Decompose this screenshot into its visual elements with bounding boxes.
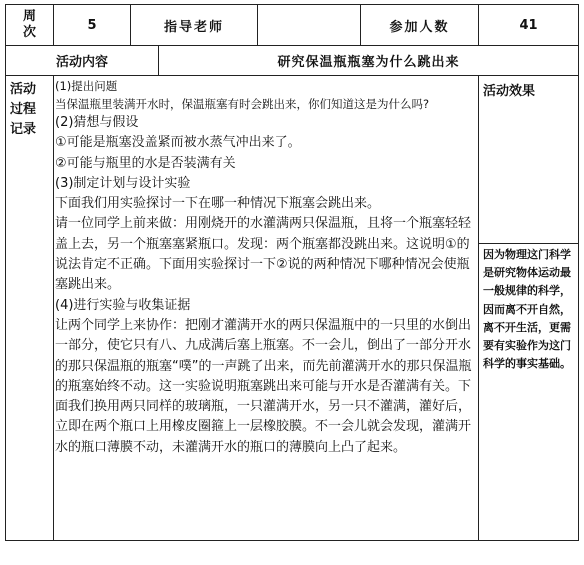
participants-label: 参加人数 (389, 19, 450, 35)
week-label-bottom: 次 (22, 25, 36, 40)
effect-label: 活动效果 (483, 84, 536, 99)
teacher-label: 指导老师 (163, 19, 224, 35)
record-content (55, 77, 473, 458)
content-label: 活动内容 (55, 55, 108, 70)
record-paragraph: ②可能与瓶里的水是否装满有关 (55, 155, 236, 171)
week-label (6, 5, 53, 45)
record-paragraph: (3)制定计划与设计实验 (55, 175, 191, 191)
record-label-line: 记录 (10, 122, 37, 137)
record-paragraph: (2)猜想与假设 (55, 115, 139, 130)
record-paragraph: (4)进行实验与收集证据 (55, 297, 191, 313)
activity-title: 研究保温瓶瓶塞为什么跳出来 (277, 55, 460, 70)
record-paragraph: (1)提出问题 (55, 79, 118, 93)
record-label-line: 活动 (10, 82, 37, 97)
record-paragraph: 请一位同学上前来做：用刚烧开的水灌满两只保温瓶，且将一个瓶塞轻轻盖上去，另一个瓶塞塞紧瓶口。发现：两个瓶塞都没跳出来。这说明①的说法肯定不正确。下面用实验探讨一下②说的两种情况下哪种情况会使瓶塞跳出来。 (55, 216, 472, 293)
record-paragraph: 让两个同学上来协作：把刚才灌满开水的两只保温瓶中的一只里的水倒出一部分，使它只有八、九成满后塞上瓶塞。不一会儿，倒出了一部分开水的那只保温瓶的瓶塞“噗”的一声跳了出来，而先前灌满开水的那只保温瓶的瓶塞始终不动。这一实验说明瓶塞跳出来可能与开水是否灌满有关。下面我们换用两只同样的玻璃瓶，一只灌满开水，另一只不灌满，灌好后，立即在两个瓶口上用橡皮圈箍上一层橡胶膜。不一会儿就会发现，灌满开水的瓶口薄膜不动，未灌满开水的瓶口的薄膜向上凸了起来。 (55, 317, 472, 455)
record-paragraph: ①可能是瓶塞没盖紧而被水蒸气冲出来了。 (55, 135, 301, 151)
participants-value: 41 (519, 17, 538, 33)
record-label (10, 80, 46, 140)
teacher-value (258, 5, 360, 45)
effect-note: 因为物理这门科学是研究物体运动最一般规律的科学，因而离不开自然，离不开生活，更需要有实验作为这门科学的事实基础。 (483, 248, 571, 371)
week-label-top: 周 (22, 9, 36, 24)
record-paragraph: 当保温瓶里装满开水时，保温瓶塞有时会跳出来，你们知道这是为什么吗? (55, 97, 430, 111)
week-value: 5 (87, 17, 97, 33)
record-label-line: 过程 (10, 102, 37, 117)
record-paragraph: 下面我们用实验探讨一下在哪一种情况下瓶塞会跳出来。 (55, 196, 381, 212)
